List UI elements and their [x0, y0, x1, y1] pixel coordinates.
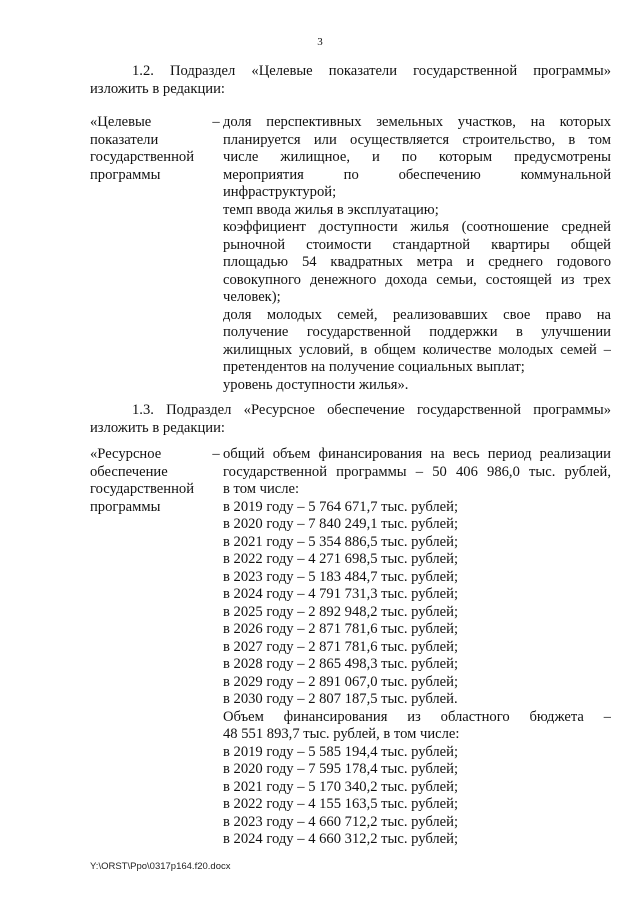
section-1-2-line1: 1.2. Подраздел «Целевые показатели государственной программы»	[132, 63, 611, 79]
section-1-3-line1: 1.3. Подраздел «Ресурсное обеспечение государственной программы»	[132, 402, 611, 418]
target-indicators-label: «Целевые показатели государственной программы	[90, 114, 195, 183]
section-1-2-heading	[90, 63, 611, 98]
resource-support-content: общий объем финансирования на весь период реализации государственной программы – 50 406 986,0 тыс. рублей, в том числе: в 2019 году – 5 764 671,7 тыс. рублей; в 2020 году – 7 840 249,1 тыс. рублей; в 2021 году – 5 354 886,5 тыс. рублей; в 2022 году – 4 271 698,5 тыс. рублей; в 2023 году – 5 183 484,7 тыс. рублей; в 2024 году – 4 791 731,3 тыс. рублей; в 2025 году – 2 892 948,2 тыс. рублей; в 2026 году – 2 871 781,6 тыс. рублей; в 2027 году – 2 871 781,6 тыс. рублей; в 2028 году – 2 865 498,3 тыс. рублей; в 2029 году – 2 891 067,0 тыс. рублей; в 2030 году – 2 807 187,5 тыс. рублей. Объем финансирования из областного бюджета – 48 551 893,7 тыс. рублей, в том числе: в 2019 году – 5 585 194,4 тыс. рублей; в 2020 году – 7 595 178,4 тыс. рублей; в 2021 году – 5 170 340,2 тыс. рублей; в 2022 году – 4 155 163,5 тыс. рублей; в 2023 году – 4 660 712,2 тыс. рублей; в 2024 году – 4 660 312,2 тыс. рублей;	[223, 446, 611, 847]
resource-support-label: «Ресурсное обеспечение государственной программы	[90, 446, 195, 515]
dash-separator: –	[212, 446, 220, 462]
footer-file-path: Y:\ORST\Ppo\0317p164.f20.docx	[90, 861, 231, 872]
section-1-3-line2: изложить в редакции:	[90, 419, 225, 436]
section-1-3-heading	[90, 402, 611, 437]
dash-separator: –	[212, 114, 220, 130]
target-indicators-content: доля перспективных земельных участков, на которых планируется или осуществляется строительство, в том числе жилищное, и по которым предусмотрены мероприятия по обеспечению коммунальной инфраструктурой; темп ввода жилья в эксплуатацию; коэффициент доступности жилья (соотношение средней рыночной стоимости стандартной квартиры общей площадью 54 квадратных метра и среднего годового совокупного денежного дохода семьи, состоящей из трех человек); доля молодых семей, реализовавших свое право на получение государственной поддержки в улучшении жилищных условий, в общем количестве молодых семей – претендентов на получение социальных выплат; уровень доступности жилья».	[223, 114, 611, 393]
section-1-2-line2: изложить в редакции:	[90, 80, 225, 97]
page-number: 3	[317, 36, 323, 48]
